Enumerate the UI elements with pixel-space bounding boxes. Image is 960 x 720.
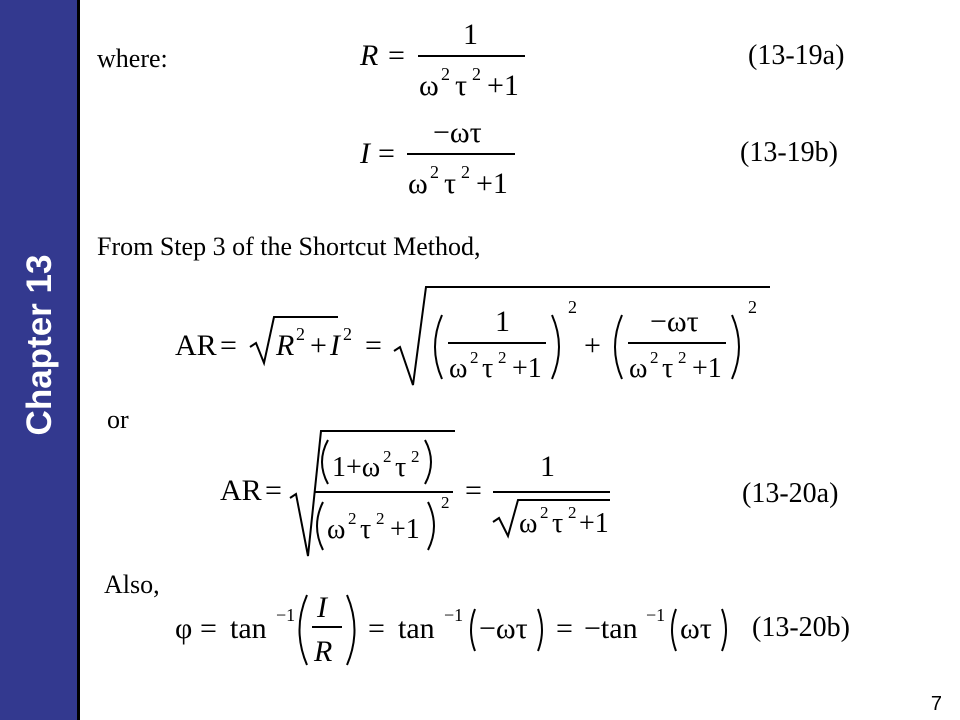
equation-13-19b xyxy=(355,118,535,198)
svg-text:−ωτ: −ωτ xyxy=(433,116,482,149)
svg-text:2: 2 xyxy=(376,509,385,528)
svg-text:=: = xyxy=(556,612,573,645)
svg-text:−1: −1 xyxy=(444,605,464,625)
svg-text:+1: +1 xyxy=(476,167,508,200)
svg-text:2: 2 xyxy=(430,162,439,182)
svg-text:−ωτ: −ωτ xyxy=(650,305,699,338)
svg-text:R: R xyxy=(360,39,379,72)
svg-text:+1: +1 xyxy=(692,353,722,384)
svg-text:ωτ: ωτ xyxy=(680,612,712,645)
equation-13-20b xyxy=(170,585,750,675)
svg-text:R: R xyxy=(276,329,295,362)
svg-text:2: 2 xyxy=(568,297,577,317)
svg-text:I: I xyxy=(360,137,370,170)
svg-text:−ωτ: −ωτ xyxy=(479,612,528,645)
svg-text:2: 2 xyxy=(540,503,549,522)
svg-text:+: + xyxy=(310,329,327,362)
svg-text:−tan: −tan xyxy=(584,612,638,645)
svg-text:τ: τ xyxy=(482,353,494,384)
also-label: Also, xyxy=(104,570,160,599)
equation-13-20a xyxy=(215,428,625,563)
svg-text:2: 2 xyxy=(441,493,450,512)
svg-text:2: 2 xyxy=(748,297,757,317)
svg-text:2: 2 xyxy=(383,447,392,466)
svg-text:2: 2 xyxy=(348,509,357,528)
equation-number-20b: (13-20b) xyxy=(752,612,850,643)
svg-text:+1: +1 xyxy=(579,508,609,539)
equation-number-20a: (13-20a) xyxy=(742,478,839,509)
svg-text:=: = xyxy=(388,39,405,72)
svg-text:2: 2 xyxy=(678,348,687,367)
svg-text:+: + xyxy=(584,329,601,362)
svg-text:+1: +1 xyxy=(512,353,542,384)
equation-ar-definition xyxy=(170,285,780,390)
svg-text:τ: τ xyxy=(552,508,564,539)
where-label: where: xyxy=(97,44,168,73)
svg-text:2: 2 xyxy=(470,348,479,367)
svg-text:ω: ω xyxy=(449,353,468,384)
svg-text:2: 2 xyxy=(461,162,470,182)
svg-text:ω: ω xyxy=(519,508,538,539)
chapter-label: Chapter 13 xyxy=(20,254,59,436)
svg-text:ω: ω xyxy=(419,69,439,102)
svg-text:τ: τ xyxy=(444,167,457,200)
equation-number-19a: (13-19a) xyxy=(748,40,845,71)
svg-text:τ: τ xyxy=(395,452,407,483)
svg-text:2: 2 xyxy=(498,348,507,367)
from-step-text: From Step 3 of the Shortcut Method, xyxy=(97,232,481,261)
svg-text:2: 2 xyxy=(650,348,659,367)
svg-text:2: 2 xyxy=(343,324,352,344)
svg-text:1+ω: 1+ω xyxy=(332,452,381,483)
svg-text:2: 2 xyxy=(472,64,481,84)
svg-text:=: = xyxy=(465,474,482,507)
svg-text:+1: +1 xyxy=(390,514,420,545)
svg-text:R: R xyxy=(314,635,333,668)
svg-text:=: = xyxy=(200,612,217,645)
svg-text:ω: ω xyxy=(629,353,648,384)
svg-text:τ: τ xyxy=(455,69,468,102)
equation-number-19b: (13-19b) xyxy=(740,137,838,168)
svg-text:tan: tan xyxy=(230,612,267,645)
svg-text:2: 2 xyxy=(568,503,577,522)
svg-text:=: = xyxy=(368,612,385,645)
svg-text:τ: τ xyxy=(662,353,674,384)
svg-text:−1: −1 xyxy=(276,605,296,625)
svg-text:φ: φ xyxy=(175,612,193,645)
svg-text:1: 1 xyxy=(540,450,555,483)
svg-text:ω: ω xyxy=(327,514,346,545)
svg-text:2: 2 xyxy=(411,447,420,466)
svg-text:+1: +1 xyxy=(487,69,519,102)
page-number: 7 xyxy=(930,693,942,715)
svg-text:tan: tan xyxy=(398,612,435,645)
svg-text:1: 1 xyxy=(495,305,510,338)
svg-text:I: I xyxy=(317,591,327,624)
svg-text:=: = xyxy=(220,329,237,362)
svg-text:=: = xyxy=(265,474,282,507)
svg-text:2: 2 xyxy=(296,324,305,344)
chapter-sidebar xyxy=(0,0,80,720)
svg-text:AR: AR xyxy=(175,329,217,362)
svg-text:2: 2 xyxy=(441,64,450,84)
svg-text:ω: ω xyxy=(408,167,428,200)
equation-13-19a xyxy=(355,20,535,100)
svg-text:−1: −1 xyxy=(646,605,666,625)
svg-text:I: I xyxy=(330,329,340,362)
svg-text:=: = xyxy=(365,329,382,362)
svg-text:τ: τ xyxy=(360,514,372,545)
svg-text:AR: AR xyxy=(220,474,262,507)
svg-text:=: = xyxy=(378,137,395,170)
or-label: or xyxy=(107,405,129,434)
svg-text:1: 1 xyxy=(463,18,478,51)
